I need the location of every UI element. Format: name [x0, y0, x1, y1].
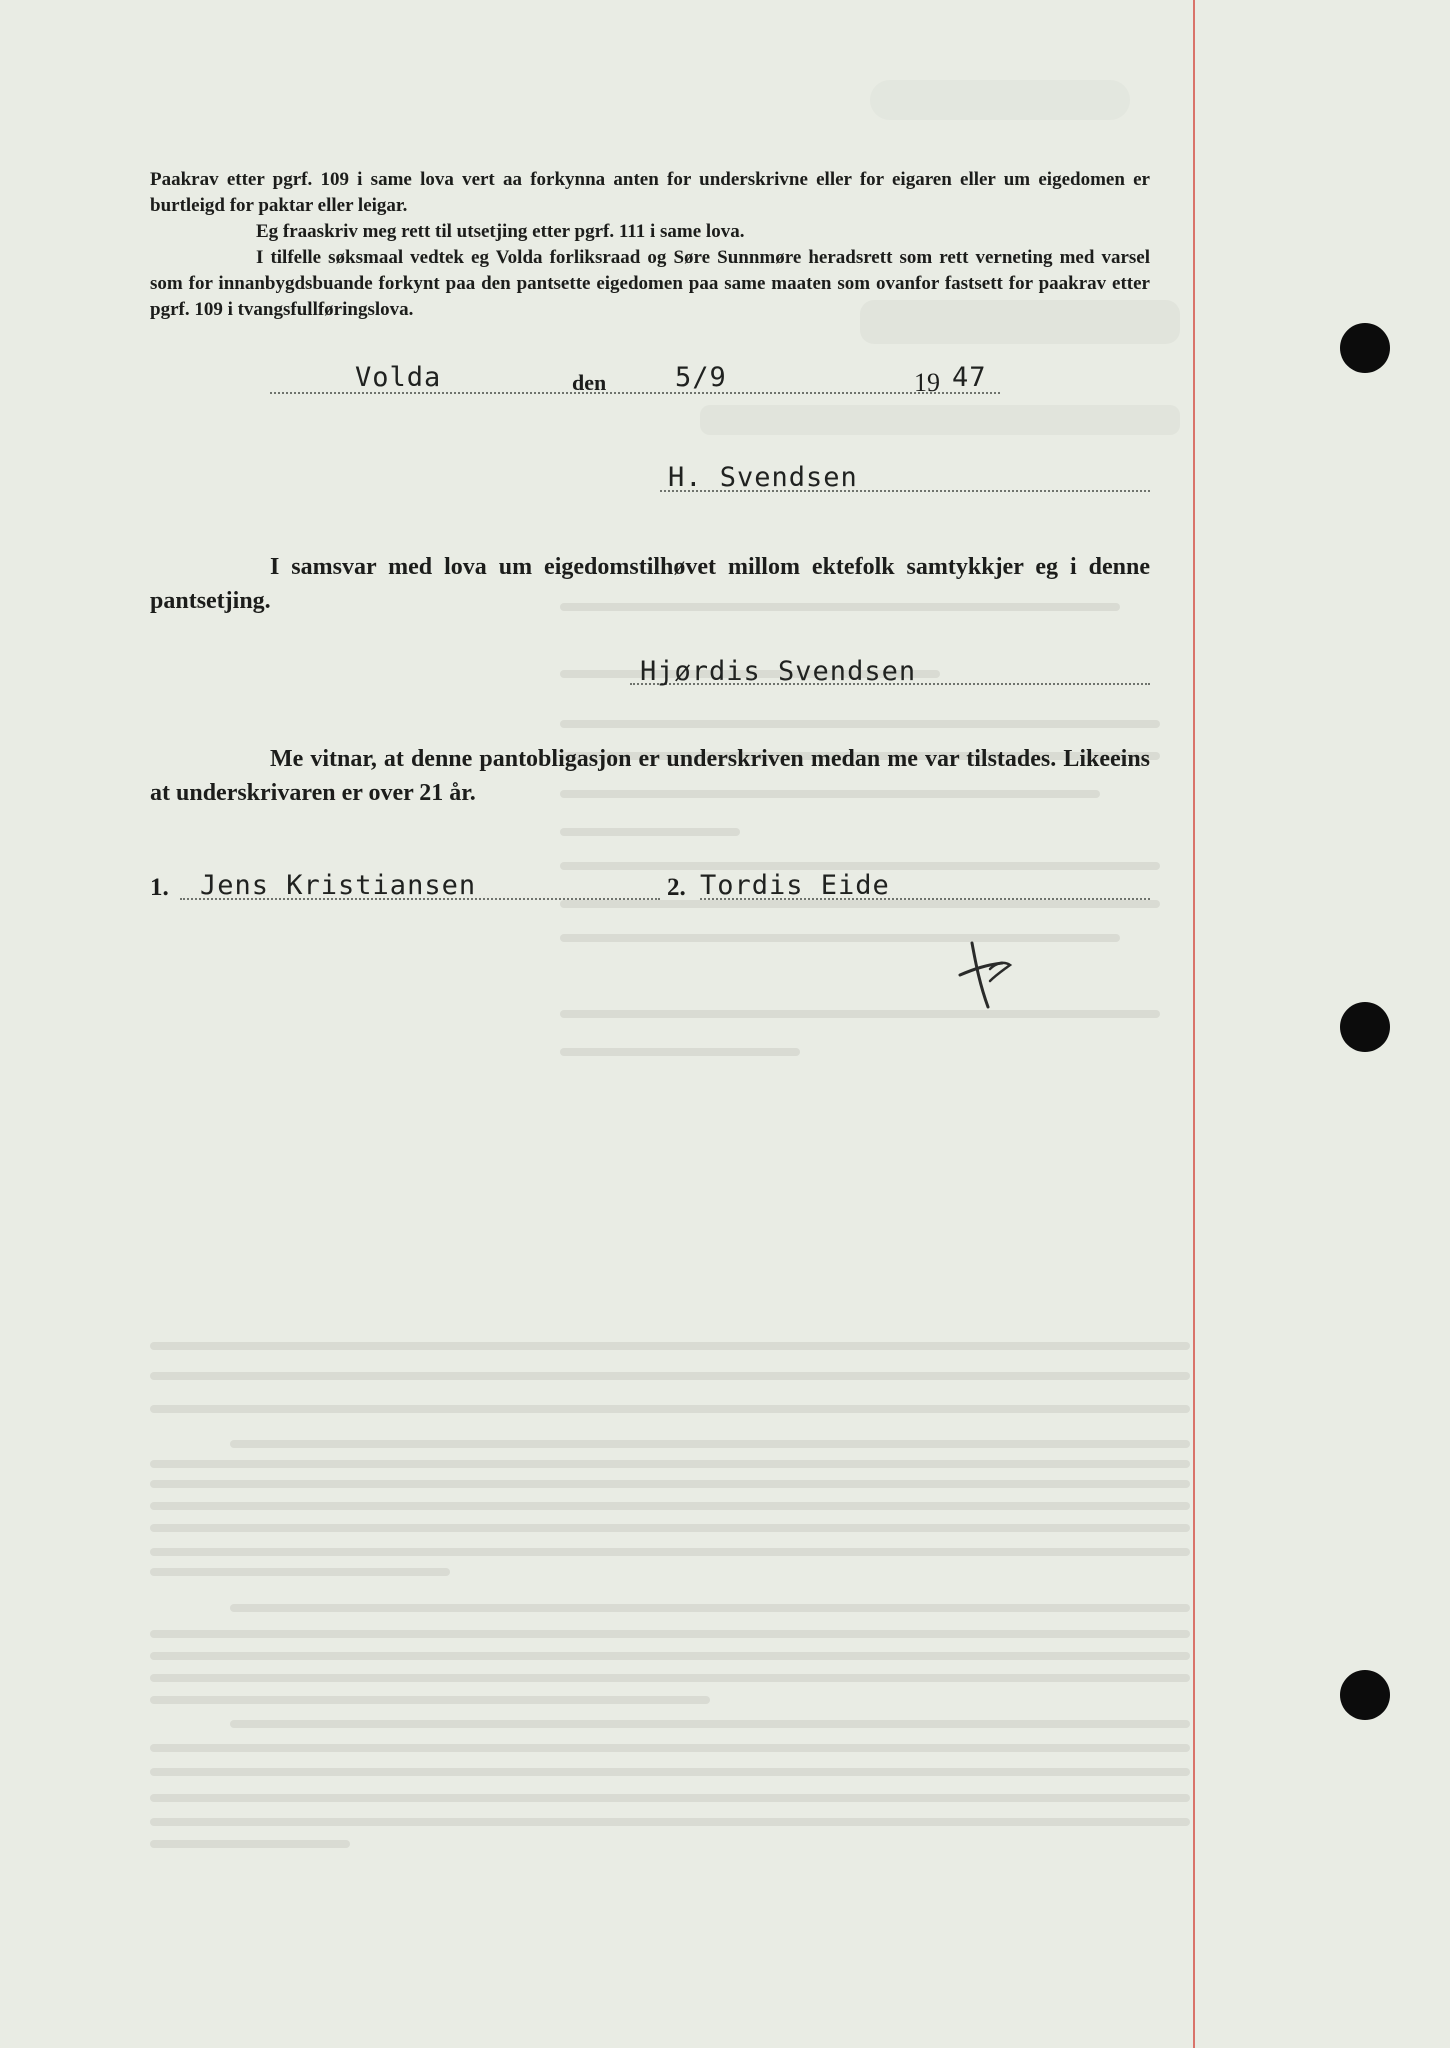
witness-1-name: Jens Kristiansen	[200, 870, 477, 901]
witness-text: Me vitnar, at denne pantobligasjon er underskriven medan me var tilstades. Likeeins at underskrivaren er over 21 år.	[150, 746, 1150, 806]
margin-line	[1193, 0, 1195, 2048]
printed-clauses	[150, 167, 1150, 323]
consent-paragraph	[150, 550, 1150, 618]
owner-signature: H. Svendsen	[668, 462, 858, 493]
punch-hole	[1340, 1002, 1390, 1052]
punch-hole	[1340, 323, 1390, 373]
witness-2-number: 2.	[667, 874, 686, 901]
den-label: den	[572, 370, 607, 395]
witness-2-name: Tordis Eide	[700, 870, 890, 901]
witness-1-number: 1.	[150, 874, 169, 901]
place-value: Volda	[355, 362, 442, 393]
punch-hole	[1340, 1670, 1390, 1720]
consent-text: I samsvar med lova um eigedomstilhøvet millom ektefolk samtykkjer eg i denne pantsetjing.	[150, 554, 1150, 614]
year-suffix: 47	[952, 362, 987, 393]
clause-paakrav: Paakrav etter pgrf. 109 i same lova vert aa forkynna anten for underskrivne eller for eigaren eller um eigedomen er burtleigd for paktar eller leigar.	[150, 169, 1150, 216]
clause-verneting: I tilfelle søksmaal vedtek eg Volda forliksraad og Søre Sunnmøre heradsrett som rett verneting med varsel som for innanbygdsbuande forkynt paa den pantsette eigedomen paa same maaten som ovanfor fastsett for paakrav etter pgrf. 109 i tvangsfullføringslova.	[150, 247, 1150, 320]
spouse-signature: Hjørdis Svendsen	[640, 656, 917, 687]
clause-utsetjing: Eg fraaskriv meg rett til utsetjing etter pgrf. 111 i same lova.	[256, 221, 745, 242]
witness-paragraph	[150, 742, 1150, 810]
handwritten-initial-mark	[950, 935, 1030, 1015]
date-value: 5/9	[675, 362, 727, 393]
year-prefix: 19	[914, 368, 940, 397]
